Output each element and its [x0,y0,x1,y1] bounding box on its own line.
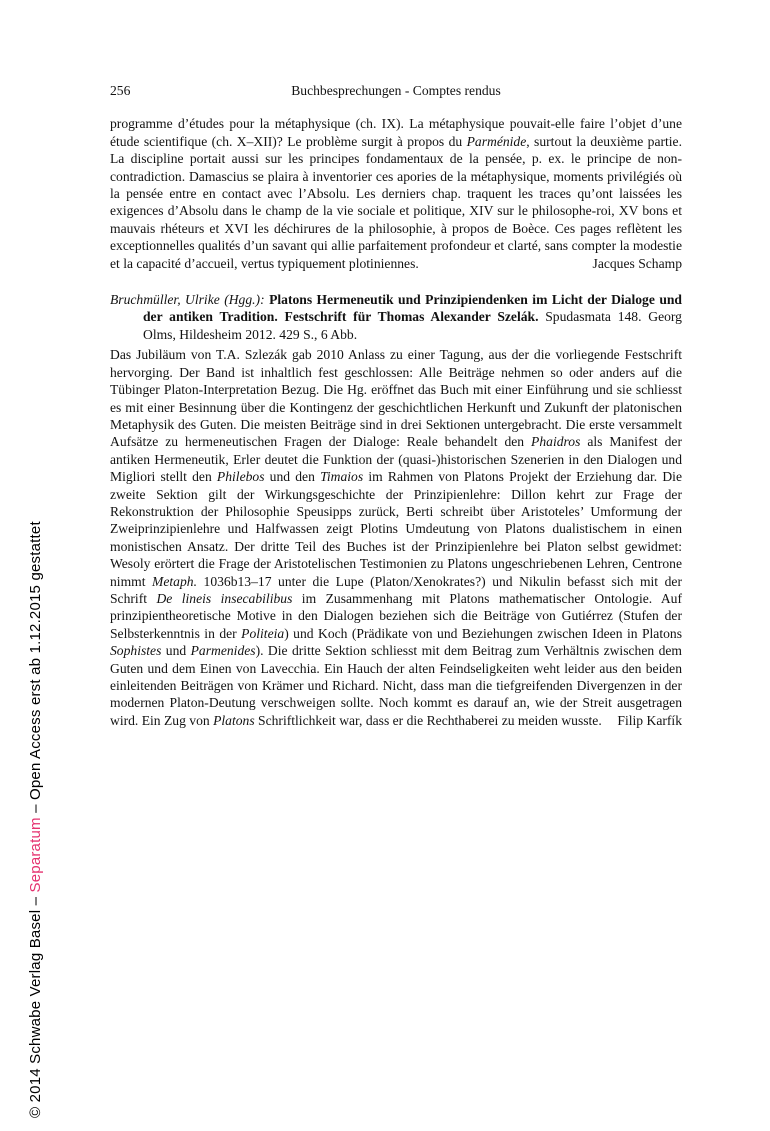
running-header [110,82,682,99]
text-column [110,82,682,729]
text-run: Sophistes [110,643,162,659]
reviewer-signature-french: Jacques Schamp [592,255,682,271]
text-run: Timaios [320,469,364,485]
text-run: Politeia [241,625,285,641]
text-run: und den [264,469,321,485]
text-run: Bruchmüller, Ulrike (Hgg.): [110,292,270,308]
text-run: – Open Access erst ab 1.12.2015 gestattet [27,521,44,818]
text-run: Platons [213,712,255,728]
text-run: Philebos [216,469,265,485]
text-run: ) und Koch (Prädikate von und Beziehungen zwischen Ideen in Platons [284,625,682,641]
text-run: Platons Hermeneutik und Prinzipiendenken im Licht der Dialoge und der antiken Tradition. Festschrift für Thomas Alexander Szelák. [143,292,682,325]
text-run: ). Die dritte Sektion schliesst mit dem Beitrag zum Verhältnis zwischen dem Guten und dem Einen von Lavecchia. Ein Hauch der alten Feindseligkeiten weht leider aus den beiden einleitenden Beiträgen von Krämer und Richard. Nicht, dass man die tiefgreifenden Divergenzen in der modernen Platon-Deutung verschweigen sollte. Noch kommt es darauf an, wie der Streit ausgetragen wird. Ein Zug von [110,643,682,728]
text-run: Spudasmata 148. Georg Olms, Hildesheim 2012. 429 S., 6 Abb. [143,309,682,342]
text-run: De lineis insecabilibus [156,590,293,606]
text-run: Phaidros [531,434,581,450]
text-run: Das Jubiläum von T.A. Szlezák gab 2010 Anlass zu einer Tagung, aus der die vorliegende Festschrift hervorging. Der Band ist inhaltlich fest geschlossen: Alle Beiträge nehmen so oder anders auf die Tübinger Platon-Interpretation Bezug. Die Hg. eröffnet das Buch mit einer Einführung und sie schliesst es mit einer Besinnung über die Kontingenz der geschichtlichen Herkunft und Zukunft der platonischen Metaphysik des Guten. Die meisten Beiträge sind in drei Sektionen untergebracht. Die erste versammelt Aufsätze zu hermeneutischen Fragen der Dialoge: Reale behandelt den [110,347,682,450]
text-run: und [161,643,191,659]
text-run: Schriftlichkeit war, dass er die Rechthaberei zu meiden wusste. [254,712,602,728]
text-run: im Rahmen von Platons Projekt der Erziehung dar. Die zweite Sektion gilt der Wirkungsgeschichte der Prinzipienlehre: Dillon kehrt zur Frage der Rekonstruktion der Philosophie Speusipps zurück, Berti schreibt über Aristoteles’ Umformung der Zweiprinzipienlehre und Halfwassen zeigt Plotins Umdeutung von Platons dualistischem in einen monistischen Ansatz. Der dritte Teil des Buches ist der Prinzipienlehre bei Platon selbst gewidmet: Wesoly erörtert die Frage der Aristotelischen Testimonien zu Platons ungeschriebenen Lehren, Centrone nimmt [110,469,682,589]
review-german-paragraph [110,346,682,729]
text-run: Separatum [27,817,44,893]
text-run: 1036b13–17 unter die Lupe (Platon/Xenokrates?) und Nikulin befasst sich mit der Schrift [110,573,682,606]
text-run: als Manifest der antiken Hermeneutik, Erler deutet die Funktion der (quasi-)historischen Szenerien in den Dialogen und Migliori stellt den [110,434,682,485]
review-french-text [110,116,682,270]
text-run: Metaph. [152,573,197,589]
text-run: © 2014 Schwabe Verlag Basel – [27,892,44,1118]
text-run: Parmenides [190,643,256,659]
copyright-sidebar [27,450,49,1118]
text-run: programme d’études pour la métaphysique (ch. IX). La métaphysique pouvait-elle faire l’objet d’une étude scientifique (ch. X–XII)? Le problème surgit à propos du [110,116,682,149]
bibliographic-entry-text [110,292,682,342]
text-run: , surtout la deuxième partie. La discipline portait aussi sur les principes fondamentaux de la pensée, p. ex. le principe de non-contradiction. Damascius se plaira à inventorier ces apories de la métaphysique, moments privilégiés où la pensée entre en contact avec l’Absolu. Les derniers chap. traquent les traces qu’ont laissées les exigences d’Absolu dans le champ de la vie sociale et politique, XIV sur le philosophe-roi, XV bons et mauvais rhéteurs et XVI les déchirures de la philosophie, à propos de Boèce. Ces pages reflètent les exceptionnelles qualités d’un savant qui allie parfaitement profondeur et clarté, sans compter la modestie et la capacité d’accueil, vertus typiquement plotiniennes. [110,133,682,271]
bibliographic-entry [110,291,682,343]
review-french-paragraph [110,115,682,272]
page-number: 256 [110,83,131,98]
text-run: Parménide [466,133,527,149]
review-german-text [110,347,682,728]
text-run: im Zusammenhang mit Platons mathematischer Ontologie. Auf prinzipientheoretische Motive in den Dialogen beziehen sich die Beiträge von Gutiérrez (Stufen der Selbsterkenntnis in der [110,590,682,641]
reviewer-signature-german: Filip Karfík [617,712,682,728]
running-header-title: Buchbesprechungen - Comptes rendus [291,83,501,98]
